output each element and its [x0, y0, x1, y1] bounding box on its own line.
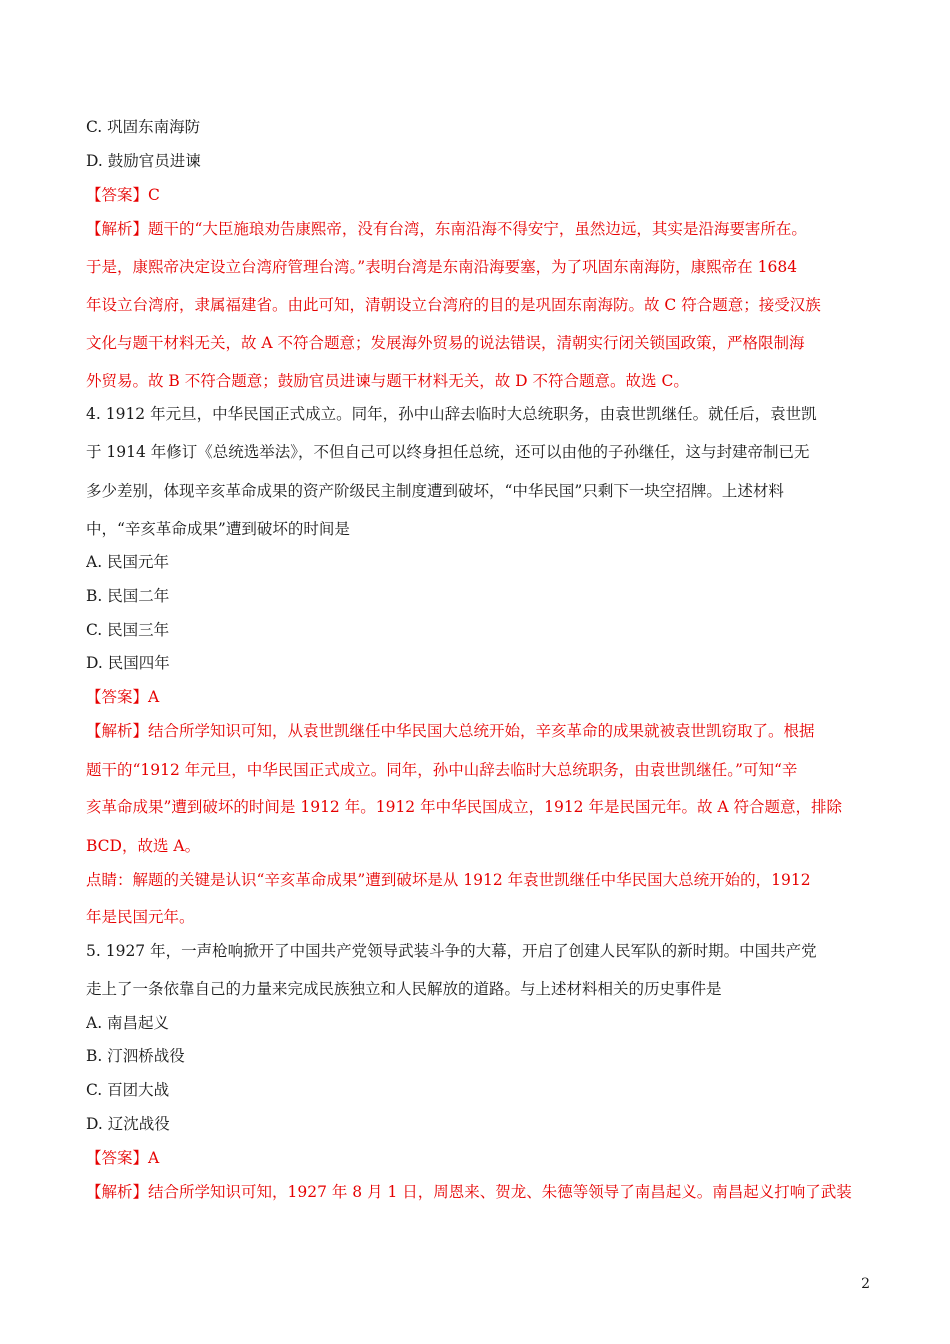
q4-analysis-line: 亥革命成果”遭到破坏的时间是 1912 年。1912 年中华民国成立，1912 年是民国元年。故 A 符合题意，排除 — [86, 798, 843, 816]
q5-stem-line: 5. 1927 年，一声枪响掀开了中国共产党领导武装斗争的大幕，开启了创建人民军队的新时期。中国共产党 — [86, 942, 817, 960]
q4-analysis-line: BCD，故选 A。 — [86, 837, 201, 855]
q4-stem-line: 4. 1912 年元旦，中华民国正式成立。同年，孙中山辞去临时大总统职务，由袁世凯继任。就任后，袁世凯 — [86, 405, 817, 423]
q5-option-c: C. 百团大战 — [86, 1081, 170, 1099]
q3-analysis-line: 于是，康熙帝决定设立台湾府管理台湾。”表明台湾是东南沿海要塞，为了巩固东南海防，康熙帝在 1684 — [86, 258, 798, 276]
q4-stem-line: 中，“辛亥革命成果”遭到破坏的时间是 — [86, 520, 350, 538]
q3-option-c: C. 巩固东南海防 — [86, 118, 201, 136]
q4-stem-line: 于 1914 年修订《总统选举法》，不但自己可以终身担任总统，还可以由他的子孙继任，这与封建帝制已无 — [86, 443, 810, 461]
page-number: 2 — [861, 1276, 870, 1292]
q4-option-a: A. 民国元年 — [86, 553, 170, 571]
q5-stem-line: 走上了一条依靠自己的力量来完成民族独立和人民解放的道路。与上述材料相关的历史事件是 — [86, 980, 722, 998]
q3-option-d: D. 鼓励官员进谏 — [86, 152, 201, 170]
q3-answer: 【答案】C — [86, 186, 160, 204]
q3-analysis-line: 【解析】题干的“大臣施琅劝告康熙帝，没有台湾，东南沿海不得安宁，虽然边远，其实是沿海要害所在。 — [86, 220, 807, 238]
q5-answer: 【答案】A — [86, 1149, 160, 1167]
q4-stem-line: 多少差别，体现辛亥革命成果的资产阶级民主制度遭到破坏，“中华民国”只剩下一块空招牌。上述材料 — [86, 482, 784, 500]
q4-tip-line: 年是民国元年。 — [86, 908, 195, 926]
q5-option-a: A. 南昌起义 — [86, 1014, 170, 1032]
q5-option-b: B. 汀泗桥战役 — [86, 1047, 185, 1065]
q4-option-b: B. 民国二年 — [86, 587, 170, 605]
q3-analysis-line: 文化与题干材料无关，故 A 不符合题意；发展海外贸易的说法错误，清朝实行闭关锁国政策，严格限制海 — [86, 334, 805, 352]
q5-option-d: D. 辽沈战役 — [86, 1115, 170, 1133]
q4-analysis-line: 题干的“1912 年元旦，中华民国正式成立。同年，孙中山辞去临时大总统职务，由袁世凯继任。”可知“辛 — [86, 761, 798, 779]
q3-analysis-line: 外贸易。故 B 不符合题意；鼓励官员进谏与题干材料无关，故 D 不符合题意。故选 C。 — [86, 372, 689, 390]
q4-answer: 【答案】A — [86, 688, 160, 706]
q3-analysis-line: 年设立台湾府，隶属福建省。由此可知，清朝设立台湾府的目的是巩固东南海防。故 C 符合题意；接受汉族 — [86, 296, 821, 314]
q4-option-d: D. 民国四年 — [86, 654, 170, 672]
q4-analysis-line: 【解析】结合所学知识可知，从袁世凯继任中华民国大总统开始，辛亥革命的成果就被袁世凯窃取了。根据 — [86, 722, 815, 740]
q4-tip-line: 点睛：解题的关键是认识“辛亥革命成果”遭到破坏是从 1912 年袁世凯继任中华民国大总统开始的，1912 — [86, 871, 811, 889]
q4-option-c: C. 民国三年 — [86, 621, 170, 639]
q5-analysis-line: 【解析】结合所学知识可知，1927 年 8 月 1 日，周恩来、贺龙、朱德等领导了南昌起义。南昌起义打响了武装 — [86, 1183, 852, 1201]
